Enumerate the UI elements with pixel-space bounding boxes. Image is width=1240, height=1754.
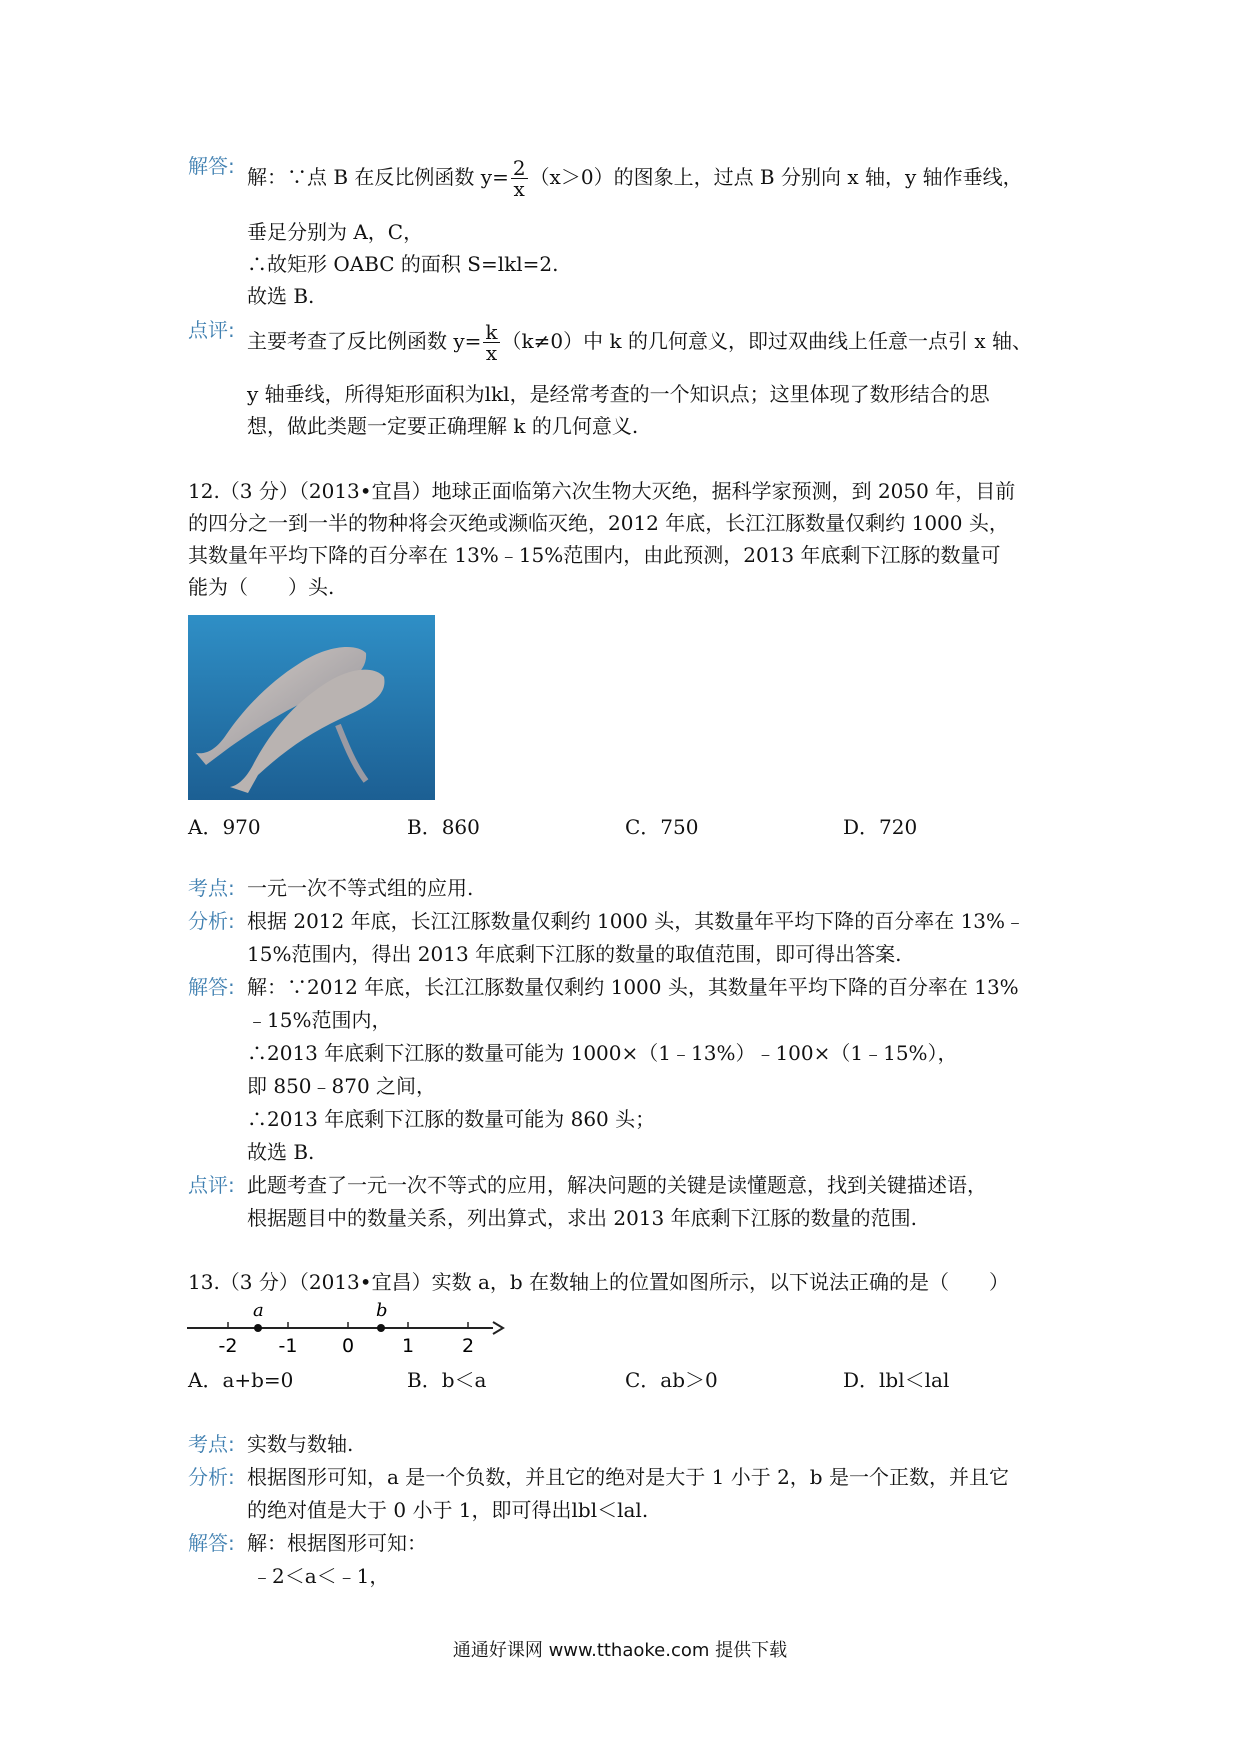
q12-line-2: 的四分之一到一半的物种将会灭绝或濒临灭绝，2012 年底，长江江豚数量仅剩约 1000 头， [188, 511, 1009, 535]
q12-solution-2: ﹣15%范围内， [247, 1008, 392, 1032]
q12-point-label: 考点: [188, 876, 235, 900]
q13-option-c: C．ab＞0 [625, 1368, 718, 1392]
porpoise-photo [188, 615, 435, 800]
q12-line-4: 能为（ ）头. [188, 575, 335, 599]
q12-solution-4: 即 850﹣870 之间， [247, 1074, 437, 1098]
q12-solution-1: 解：∵2012 年底，长江江豚数量仅剩约 1000 头，其数量年平均下降的百分率在 13% [247, 975, 1019, 999]
q12-solution-5: ∴2013 年底剩下江豚的数量可能为 860 头； [247, 1107, 656, 1131]
q12-solution-6: 故选 B. [247, 1140, 315, 1164]
q13-line-1: 13.（3 分）（2013•宜昌）实数 a，b 在数轴上的位置如图所示，以下说法正确的是（ ） [188, 1270, 1010, 1294]
number-line-arrow [493, 1322, 503, 1334]
tick-label-neg1: -1 [278, 1335, 298, 1357]
tick-label-0: 0 [341, 1335, 355, 1357]
fraction-k-over-x: $\frac{k}{x}$ [485, 320, 498, 365]
answer-label: 解答: [188, 154, 235, 178]
q12-answer-label: 解答: [188, 975, 235, 999]
q12-line-3: 其数量年平均下降的百分率在 13%﹣15%范围内，由此预测，2013 年底剩下江豚的数量可 [188, 543, 1001, 567]
q12-analysis-2: 15%范围内，得出 2013 年底剩下江豚的数量的取值范围，即可得出答案. [247, 942, 902, 966]
tick-label-1: 1 [401, 1335, 415, 1357]
q13-solution-1: 解：根据图形可知： [247, 1531, 427, 1555]
comment-line-2: y 轴垂线，所得矩形面积为lkl，是经常考查的一个知识点；这里体现了数形结合的思 [247, 382, 990, 406]
q12-option-b: B．860 [407, 815, 480, 839]
answer-line-1: 解：∵点 B 在反比例函数 y= $\frac{2}{x}$ （x＞0）的图象上，过点 B 分别向 x 轴，y 轴作垂线， [247, 156, 1023, 201]
point-a [254, 1324, 262, 1332]
q12-solution-3: ∴2013 年底剩下江豚的数量可能为 1000×（1﹣13%）﹣100×（1﹣15%）， [247, 1041, 958, 1065]
q13-answer-label: 解答: [188, 1531, 235, 1555]
answer-line-4: 故选 B. [247, 284, 315, 308]
answer-line-2: 垂足分别为 A，C， [247, 220, 424, 244]
tick-label-2: 2 [461, 1335, 475, 1357]
tick-label-neg2: -2 [218, 1335, 238, 1357]
q13-analysis-label: 分析: [188, 1465, 235, 1489]
point-a-label: a [253, 1300, 264, 1321]
comment-label: 点评: [188, 318, 235, 342]
q12-option-a: A．970 [188, 815, 261, 839]
q13-option-d: D．lbl＜lal [843, 1368, 950, 1392]
q12-option-c: C．750 [625, 815, 699, 839]
q12-comment-label: 点评: [188, 1173, 235, 1197]
q12-point: 一元一次不等式组的应用. [247, 876, 474, 900]
q13-analysis-1: 根据图形可知，a 是一个负数，并且它的绝对是大于 1 小于 2，b 是一个正数，并且它 [247, 1465, 1009, 1489]
q13-solution-2: ﹣2＜a＜﹣1， [252, 1564, 390, 1588]
q12-comment-1: 此题考查了一元一次不等式的应用，解决问题的关键是读懂题意，找到关键描述语， [247, 1173, 987, 1197]
q12-analysis-1: 根据 2012 年底，长江江豚数量仅剩约 1000 头，其数量年平均下降的百分率在 13%﹣ [247, 909, 1026, 933]
point-b [377, 1324, 385, 1332]
fraction-2-over-x: $\frac{2}{x}$ [512, 156, 526, 201]
q13-point: 实数与数轴. [247, 1432, 354, 1456]
page-footer: 通通好课网 www.tthaoke.com 提供下载 [452, 1640, 788, 1661]
comment-line-1: 主要考查了反比例函数 y= $\frac{k}{x}$ （k≠0）中 k 的几何意义，即过双曲线上任意一点引 x 轴、 [247, 320, 1032, 365]
q12-comment-2: 根据题目中的数量关系，列出算式，求出 2013 年底剩下江豚的数量的范围. [247, 1206, 917, 1230]
q13-point-label: 考点: [188, 1432, 235, 1456]
answer-line-3: ∴故矩形 OABC 的面积 S=lkl=2. [247, 252, 559, 276]
point-b-label: b [376, 1300, 388, 1321]
number-line [185, 1300, 505, 1360]
q13-analysis-2: 的绝对值是大于 0 小于 1，即可得出lbl＜lal. [247, 1498, 649, 1522]
q12-analysis-label: 分析: [188, 909, 235, 933]
q13-option-b: B．b＜a [407, 1368, 487, 1392]
q12-option-d: D．720 [843, 815, 918, 839]
q12-line-1: 12.（3 分）（2013•宜昌）地球正面临第六次生物大灭绝，据科学家预测，到 2050 年，目前 [188, 479, 1016, 503]
q13-option-a: A．a+b=0 [188, 1368, 294, 1392]
comment-line-3: 想，做此类题一定要正确理解 k 的几何意义. [247, 414, 639, 438]
